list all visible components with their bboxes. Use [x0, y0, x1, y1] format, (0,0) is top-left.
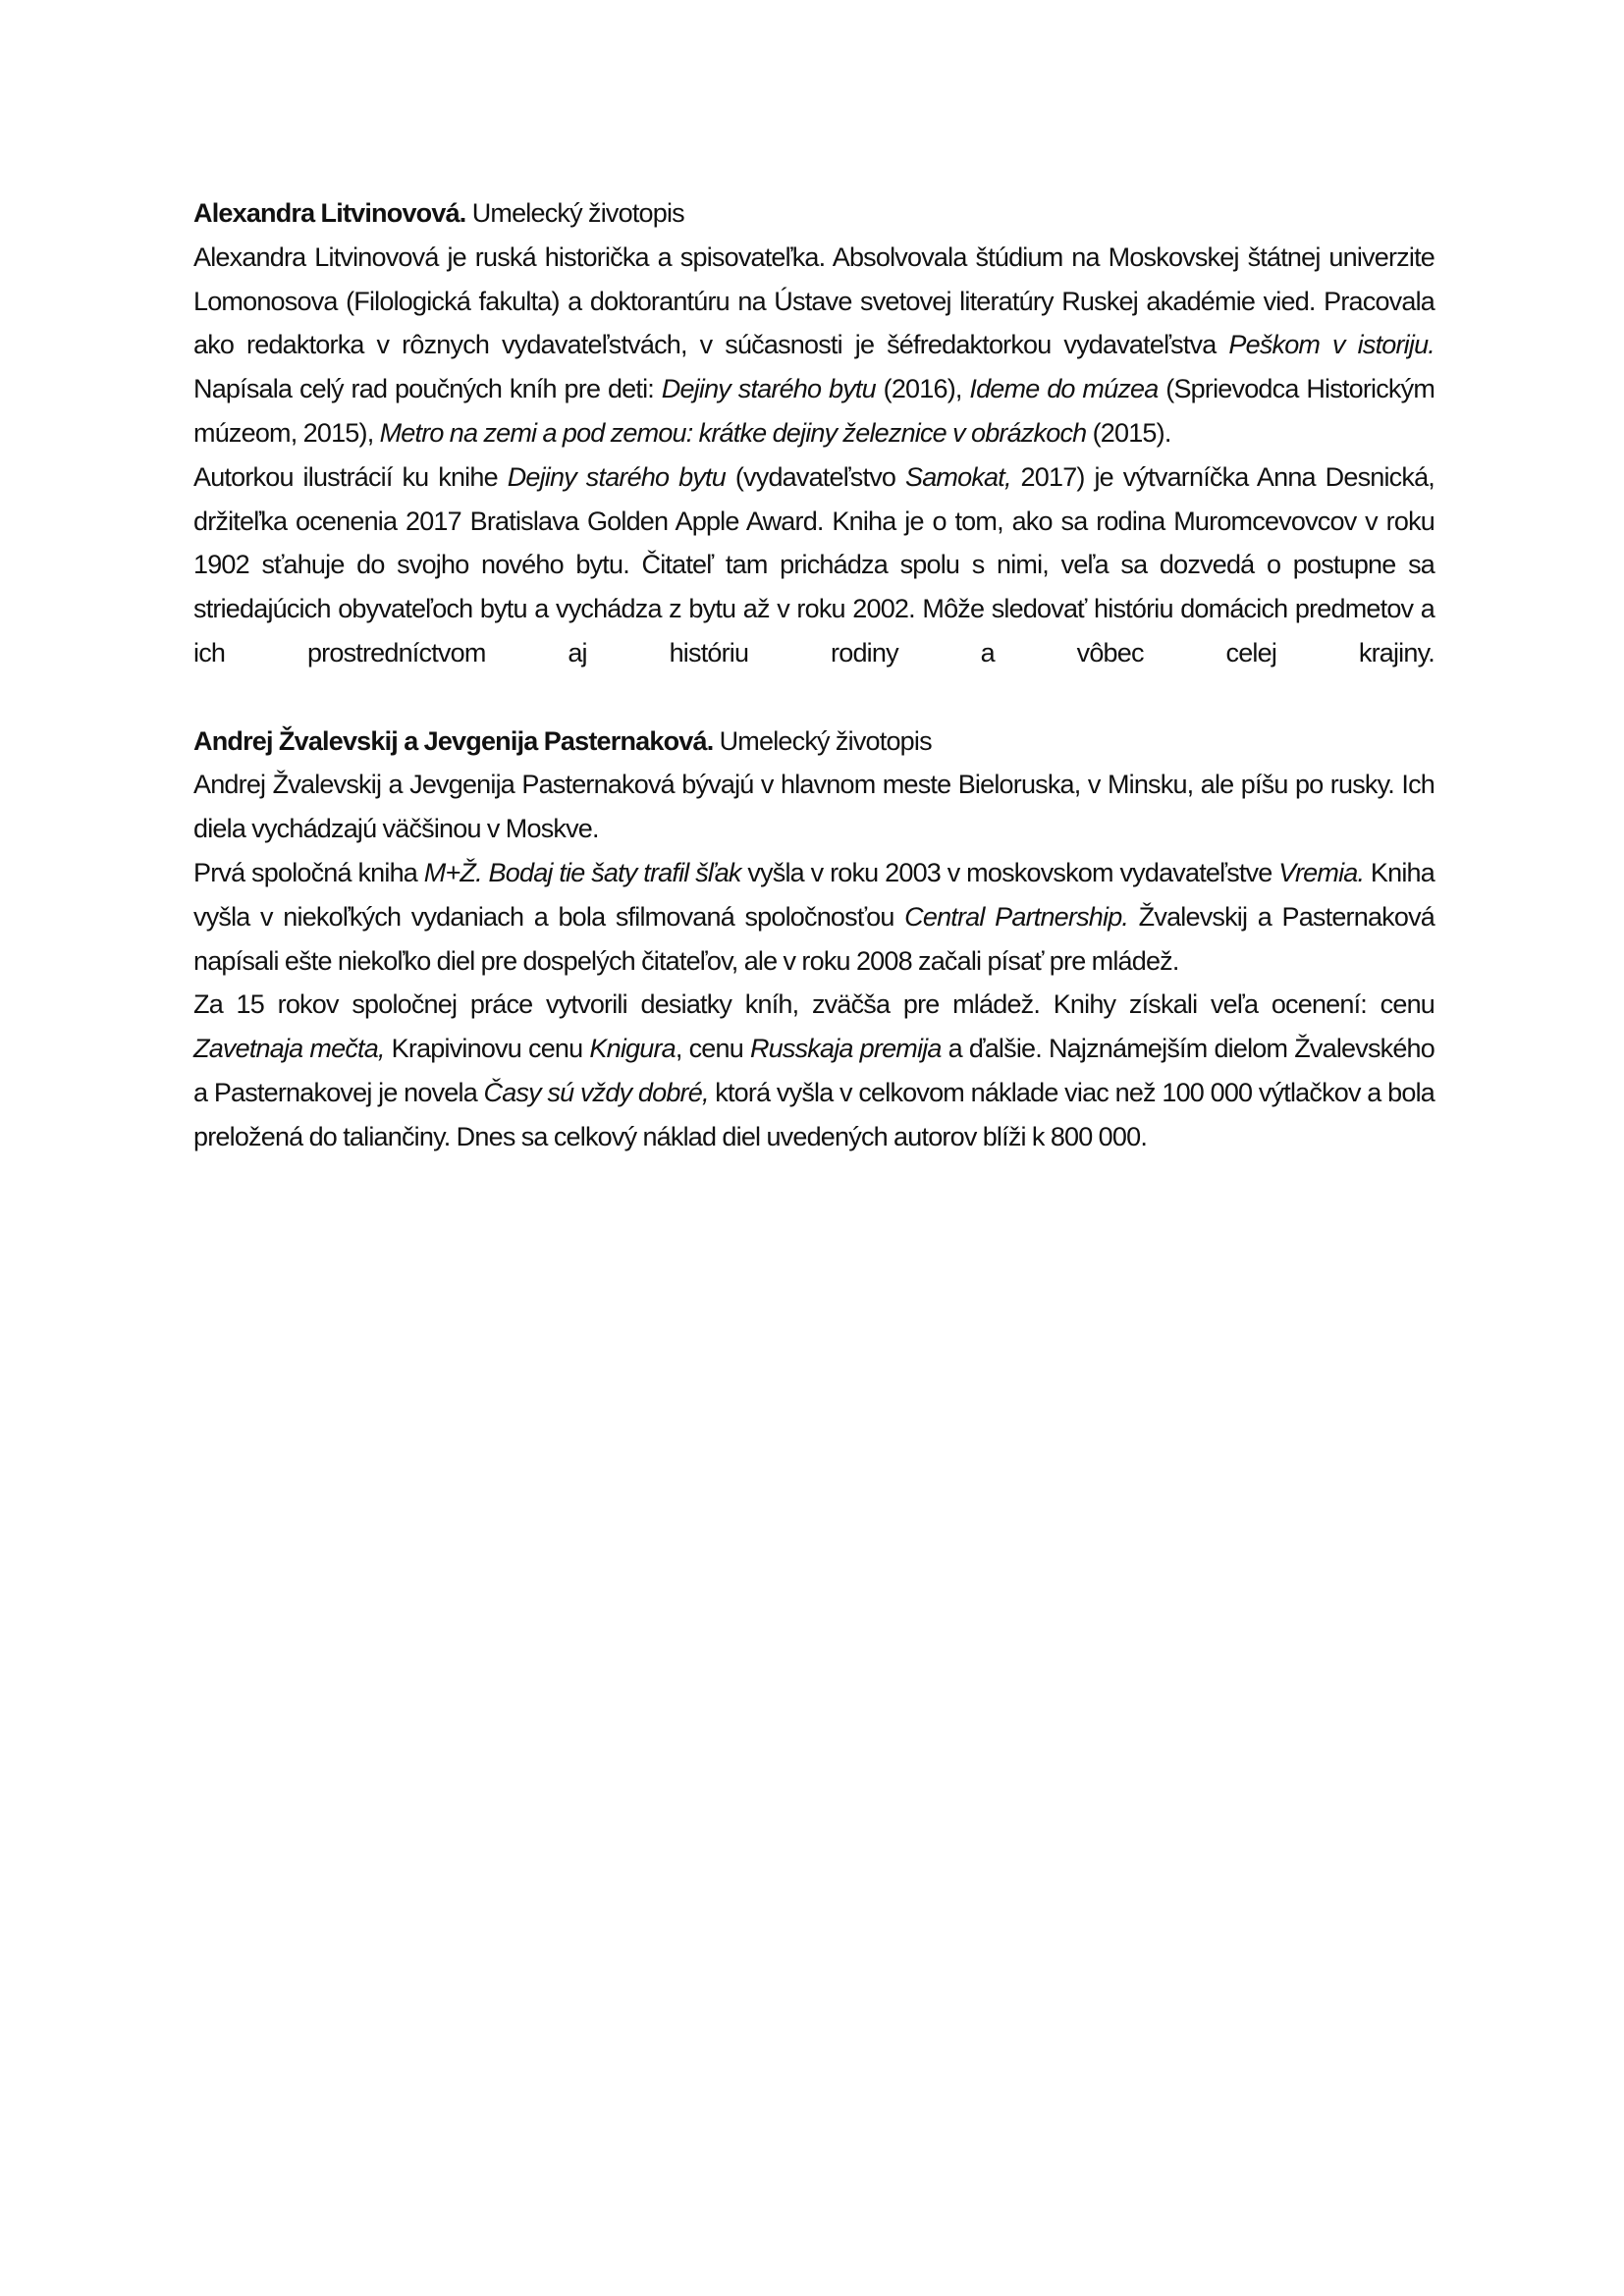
paragraph: [193, 983, 1435, 1158]
italic-title: Samokat,: [905, 461, 1011, 492]
document-page: [193, 191, 1435, 1159]
text-run: ktorá vyšla v celkovom náklade viac než 100 000 výtlačkov a bola preložená do taliančiny. Dnes sa celkový náklad diel uvedených autorov blíži k 800 000.: [193, 1077, 1435, 1151]
italic-title: Russkaja premija: [749, 1034, 942, 1064]
italic-title: Dejiny starého bytu: [507, 461, 726, 492]
text-run: Autorkou ilustrácií ku knihe: [193, 461, 508, 492]
author-name: Andrej Žvalevskij a Jevgenija Pasternaková.: [193, 725, 714, 756]
text-run: , cenu: [675, 1034, 750, 1064]
text-run: Krapivinovu cenu: [384, 1034, 590, 1064]
text-run: Alexandra Litvinovová je ruská historička a spisovateľka. Absolvovala štúdium na Moskovskej štátnej univerzite Lomonosova (Filologická fakulta) a doktorantúru na Ústave svetovej literatúry Ruskej akadémie vied. Pracovala ako redaktorka v rôznych vydavateľstvách, v súčasnosti je šéfredaktorkou vydavateľstva: [193, 241, 1435, 360]
text-run: Prvá spoločná kniha: [193, 857, 424, 887]
text-run: 2017) je výtvarníčka Anna Desnická, držiteľka ocenenia 2017 Bratislava Golden Apple Award. Kniha je o tom, ako sa rodina Muromcevovcov v roku 1902 sťahuje do svojho nového bytu. Čitateľ tam prichádza spolu s nimi, veľa sa dozvedá o postupne sa striedajúcich obyvateľoch bytu a vychádza z bytu až v roku 2002. Môže sledovať históriu domácich predmetov a ich prostredníctvom aj históriu rodiny a vôbec celej krajiny.: [193, 461, 1435, 667]
heading-subtitle: Umelecký životopis: [713, 725, 932, 756]
text-run: (Sprievodca Historickým múzeom, 2015),: [193, 374, 1435, 448]
italic-title: Peškom v istoriju.: [1228, 330, 1435, 360]
text-run: Andrej Žvalevskij a Jevgenija Pasternaková bývajú v hlavnom meste Bieloruska, v Minsku, ale píšu po rusky. Ich diela vychádzajú väčšinou v Moskve.: [193, 770, 1435, 844]
text-run: (2016),: [875, 374, 970, 404]
italic-title: Ideme do múzea: [969, 374, 1159, 404]
italic-title: Metro na zemi a pod zemou: krátke dejiny železnice v obrázkoch: [379, 417, 1087, 448]
section-heading-zvalevskij-pasternakova: [193, 720, 1435, 764]
text-run: (vydavateľstvo: [725, 461, 905, 492]
italic-title: M+Ž. Bodaj tie šaty trafil šľak: [423, 857, 741, 887]
italic-title: Knigura: [589, 1034, 676, 1064]
italic-title: Časy sú vždy dobré,: [483, 1077, 709, 1107]
paragraph: [193, 763, 1435, 851]
text-run: Kniha vyšla v niekoľkých vydaniach a bola sfilmovaná spoločnosťou: [193, 857, 1435, 932]
text-run: (2015).: [1086, 417, 1171, 448]
italic-title: Central Partnership.: [904, 901, 1129, 932]
section-heading-litvinovova: [193, 191, 1435, 236]
text-run: Za 15 rokov spoločnej práce vytvorili desiatky kníh, zväčša pre mládež. Knihy získali veľa ocenení: cenu: [193, 989, 1435, 1020]
italic-title: Vremia.: [1278, 857, 1365, 887]
author-name: Alexandra Litvinovová.: [193, 198, 466, 228]
paragraph: [193, 455, 1435, 675]
paragraph: [193, 236, 1435, 455]
text-run: Žvalevskij a Pasternaková napísali ešte niekoľko diel pre dospelých čitateľov, ale v roku 2008 začali písať pre mládež.: [193, 901, 1435, 976]
text-run: Napísala celý rad poučných kníh pre deti:: [193, 374, 662, 404]
italic-title: Zavetnaja mečta,: [193, 1034, 385, 1064]
text-run: vyšla v roku 2003 v moskovskom vydavateľstve: [740, 857, 1279, 887]
heading-subtitle: Umelecký životopis: [465, 198, 684, 228]
text-run: a ďalšie. Najznámejším dielom Žvalevského a Pasternakovej je novela: [193, 1034, 1435, 1107]
italic-title: Dejiny starého bytu: [661, 374, 876, 404]
section-gap: [193, 675, 1435, 720]
paragraph: [193, 851, 1435, 983]
